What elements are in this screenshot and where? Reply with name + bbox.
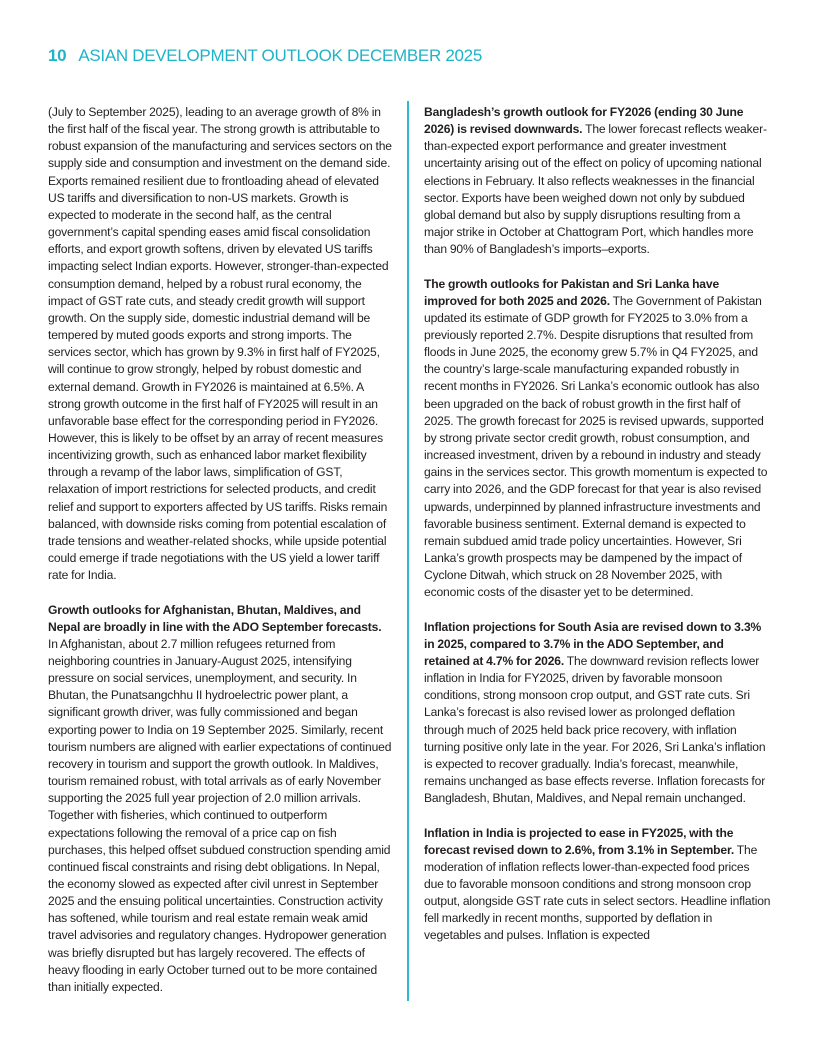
paragraph-bangladesh	[424, 104, 772, 258]
paragraph-lead: The growth outlooks for Pakistan and Sri Lanka have improved for both 2025 and 2026.	[424, 276, 720, 308]
paragraph-body: The Government of Pakistan updated its estimate of GDP growth for FY2025 to 3.0% from a previously reported 2.7%. Despite disruptions that resulted from floods in June 2025, the economy grew 5.7% in Q4 FY2025, and the country’s large-scale manufacturing expanded robustly in recent months in FY2026. Sri Lanka’s economic outlook has also been upgraded on the back of robust growth in the first half of 2025. The growth forecast for 2025 is revised upwards, supported by strong private sector credit growth, robust consumption, and increased investment, driven by a rebound in industry and steady gains in the services sector. This growth momentum is expected to carry into 2026, and the GDP forecast for that year is also revised upwards, underpinned by planned infrastructure investments and favorable business sentiment. External demand is expected to remain subdued amid trade policy uncertainties. However, Sri Lanka’s growth prospects may be dampened by the impact of Cyclone Ditwah, which struck on 28 November 2025, with economic costs of the disaster yet to be determined.	[424, 293, 768, 600]
right-column	[424, 104, 772, 962]
paragraph-body: (July to September 2025), leading to an average growth of 8% in the first half of the fiscal year. The strong growth is attributable to robust expansion of the manufacturing and services sectors on the supply side and consumption and investment on the demand side. Exports remained resilient due to frontloading ahead of elevated US tariffs and diversification to non-US markets. Growth is expected to moderate in the second half, as the central government’s capital spending eases amid fiscal consolidation efforts, and export growth softens, driven by elevated US tariffs impacting select Indian exports. However, stronger-than-expected consumption demand, helped by a robust rural economy, the impact of GST rate cuts, and steady credit growth will support growth. On the supply side, domestic industrial demand will be tempered by muted goods exports and strong imports. The services sector, which has grown by 9.3% in first half of FY2025, will continue to grow strongly, helped by robust domestic and external demand. Growth in FY2026 is maintained at 6.5%. A strong growth outcome in the first half of FY2025 will result in an unfavorable base effect for the corresponding period in FY2026. However, this is likely to be offset by an array of recent measures incentivizing growth, such as enhanced labor market flexibility through a revamp of the labor laws, simplification of GST, relaxation of import restrictions for selected products, and credit relief and support to exporters affected by US tariffs. Risks remain balanced, with downside risks coming from potential escalation of trade tensions and weather-related shocks, while upside potential could emerge if trade negotiations with the US yield a lower tariff rate for India.	[48, 105, 392, 583]
paragraph-body: In Afghanistan, about 2.7 million refugees returned from neighboring countries in January-August 2025, intensifying pressure on social services, unemployment, and security. In Bhutan, the Punatsangchhu II hydroelectric power plant, a significant growth driver, was fully commissioned and began exporting power to India on 19 September 2025. Similarly, recent tourism numbers are aligned with earlier expectations of continued recovery in tourism and support the growth outlook. In Maldives, tourism remained robust, with total arrivals as of early November supporting the 2025 full year projection of 2.0 million arrivals. Together with fisheries, which continued to outperform expectations following the removal of a price cap on fish purchases, this helped offset subdued construction spending amid continued fiscal constraints and rising debt obligations. In Nepal, the economy slowed as expected after civil unrest in September 2025 and the ensuing political uncertainties. Construction activity has softened, while tourism and real estate remain weak amid travel advisories and regulatory changes. Hydropower generation was briefly disrupted but has largely recovered. The effects of heavy flooding in early October turned out to be more contained than initially expected.	[48, 636, 392, 994]
publication-title: ASIAN DEVELOPMENT OUTLOOK DECEMBER 2025	[78, 46, 482, 65]
paragraph-lead: Growth outlooks for Afghanistan, Bhutan, Maldives, and Nepal are broadly in line with the ADO September forecasts.	[48, 602, 382, 634]
paragraph-body: The downward revision reflects lower inflation in India for FY2025, driven by favorable monsoon conditions, strong monsoon crop output, and GST rate cuts. Sri Lanka’s forecast is also revised lower as prolonged deflation through much of 2025 held back price recovery, with inflation turning positive only late in the year. For 2026, Sri Lanka’s inflation is expected to recover gradually. India’s forecast, meanwhile, remains unchanged as base effects reverse. Inflation forecasts for Bangladesh, Bhutan, Maldives, and Nepal remain unchanged.	[424, 653, 766, 806]
paragraph-body: The moderation of inflation reflects lower-than-expected food prices due to favorable monsoon conditions and strong monsoon crop output, alongside GST rate cuts in select sectors. Headline inflation fell markedly in recent months, supported by deflation in vegetables and pulses. Inflation is expected	[424, 842, 771, 943]
paragraph-pakistan-sri-lanka	[424, 276, 772, 602]
paragraph-south-asia-inflation	[424, 619, 772, 808]
running-header	[48, 46, 482, 66]
paragraph-india-inflation	[424, 825, 772, 945]
paragraph-body: The lower forecast reflects weaker-than-expected export performance and greater investment uncertainty arising out of the effect on policy of upcoming national elections in February. It also reflects weaknesses in the financial sector. Exports have been weighed down not only by subdued global demand but also by supply disruptions resulting from a major strike in October at Chattogram Port, which handles more than 90% of Bangladesh’s imports–exports.	[424, 122, 767, 257]
left-column	[48, 104, 392, 1013]
column-divider	[407, 101, 409, 1001]
paragraph-lead: Inflation in India is projected to ease in FY2025, with the forecast revised down to 2.6%, from 3.1% in September.	[424, 825, 735, 857]
page-number: 10	[48, 46, 67, 65]
paragraph-lead: Inflation projections for South Asia are revised down to 3.3% in 2025, compared to 3.7% in the ADO September, and retained at 4.7% for 2026.	[424, 619, 762, 668]
paragraph-india-growth	[48, 104, 392, 584]
paragraph-afghanistan-bhutan-maldives-nepal	[48, 602, 392, 997]
paragraph-lead: Bangladesh’s growth outlook for FY2026 (ending 30 June 2026) is revised downwards.	[424, 105, 744, 137]
